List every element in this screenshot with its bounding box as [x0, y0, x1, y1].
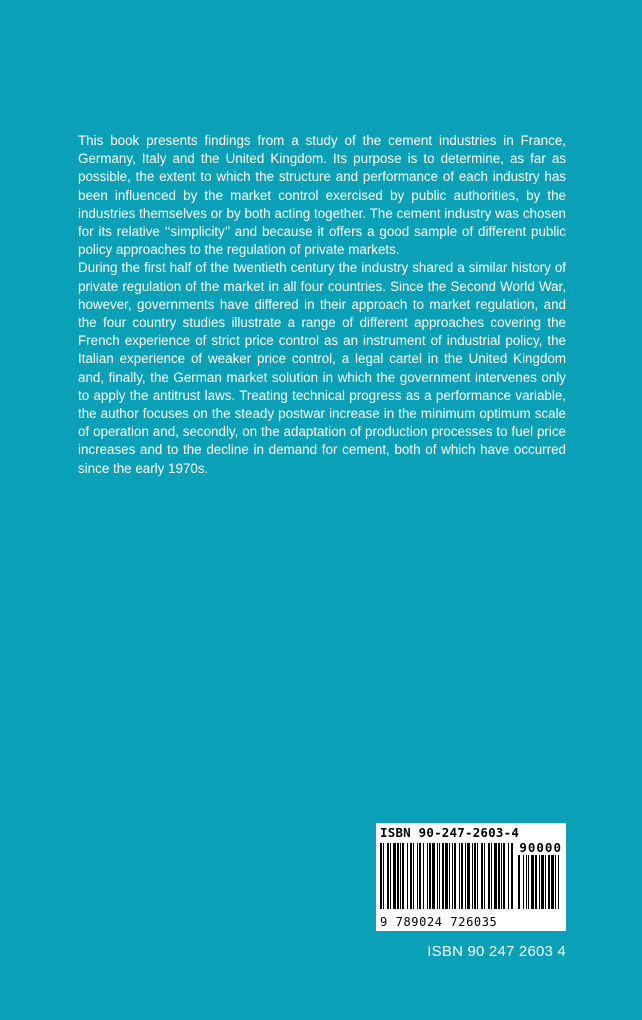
- barcode-bar: [423, 843, 424, 909]
- barcode-addon-bar: [558, 855, 559, 909]
- barcode-addon-bar: [555, 855, 556, 909]
- barcode-bar: [467, 843, 470, 909]
- barcode-bar: [402, 843, 404, 909]
- barcode-bar: [472, 843, 473, 909]
- barcode-isbn-text: ISBN 90-247-2603-4: [380, 825, 520, 840]
- barcode-bar: [484, 843, 485, 909]
- barcode-bar: [383, 843, 384, 909]
- barcode-bar: [454, 843, 456, 909]
- barcode-addon-bar: [548, 855, 550, 909]
- barcode-bar: [429, 843, 431, 909]
- barcode-bar: [449, 843, 450, 909]
- barcode-addon-bar: [526, 855, 527, 909]
- barcode-bar: [461, 843, 463, 909]
- barcode-addon-bar: [551, 855, 554, 909]
- barcode-bar: [387, 843, 389, 909]
- barcode-bar: [494, 843, 497, 909]
- isbn-footer: ISBN 90 247 2603 4: [427, 943, 566, 960]
- barcode-bar: [445, 843, 448, 909]
- barcode-bar: [503, 843, 505, 909]
- barcode-bar: [474, 843, 476, 909]
- barcode-bar: [452, 843, 453, 909]
- barcode-bar: [491, 843, 492, 909]
- blurb-paragraph-2: During the first half of the twentieth century the industry shared a similar history of private regulation of the market in all four countries. Since the Second World War, however, governments have differed in their approach to market regulation, and the four country studies illustrate a range of different approaches covering the French experience of strict price control as an instrument of industrial policy, the Italian experience of weaker price control, a legal cartel in the United Kingdom and, finally, the German market solution in which the government intervenes only to apply the antitrust laws. Treating technical progress as a performance variable, the author focuses on the steady postwar increase in the minimum optimum scale of operation and, secondly, on the adaptation of production processes to fuel price increases and to the decline in demand for cement, both of which have occurred since the early 1970s.: [78, 260, 566, 476]
- barcode-bar: [400, 843, 401, 909]
- barcode-addon-bar: [518, 855, 520, 909]
- barcode-bar: [427, 843, 428, 909]
- barcode-bar: [432, 843, 435, 909]
- barcode-bar: [407, 843, 408, 909]
- barcode-bar: [481, 843, 483, 909]
- barcode-bar: [508, 843, 509, 909]
- barcode-bar: [459, 843, 460, 909]
- blurb-paragraph-1: This book presents findings from a study of the cement industries in France, Germany, Italy and the United Kingdom. Its purpose is to determine, as far as possible, the extent to which the structure and performance of each industry has been influenced by the market control exercised by public authorities, by the industries themselves or by both acting together. The cement industry was chosen for its relative ‘‘simplicity’’ and because it offers a good sample of different public policy approaches to the regulation of private markets.: [78, 133, 566, 258]
- barcode-bar: [390, 843, 391, 909]
- barcode-bar: [397, 843, 399, 909]
- barcode-bar: [393, 843, 396, 909]
- barcode-addon-bar: [541, 855, 544, 909]
- barcode-bar: [488, 843, 490, 909]
- barcode-bar: [439, 843, 440, 909]
- barcode-addon-bar: [528, 855, 529, 909]
- back-cover-blurb: [78, 132, 566, 478]
- barcode-addon-bar: [523, 855, 524, 909]
- barcode-bar: [511, 843, 513, 909]
- barcode-bar: [477, 843, 478, 909]
- barcode-label: [376, 823, 566, 931]
- barcode-bar: [380, 843, 382, 909]
- barcode-ean-digits: 9 789024 726035: [380, 915, 498, 929]
- barcode-addon-bar: [531, 855, 534, 909]
- barcode-bar: [442, 843, 444, 909]
- barcode-bar: [410, 843, 412, 909]
- barcode-bar: [498, 843, 500, 909]
- barcode-bar: [413, 843, 414, 909]
- barcode-addon-bar: [539, 855, 540, 909]
- barcode-addon-bar: [545, 855, 546, 909]
- barcode-bar: [501, 843, 502, 909]
- barcode-bar: [419, 843, 421, 909]
- barcode-bar: [437, 843, 438, 909]
- barcode-bar: [465, 843, 466, 909]
- barcode-addon-bar: [535, 855, 537, 909]
- barcode-addon-digits: 90000: [519, 840, 562, 855]
- barcode-bar: [417, 843, 418, 909]
- barcode-bars-graphic: [380, 843, 562, 909]
